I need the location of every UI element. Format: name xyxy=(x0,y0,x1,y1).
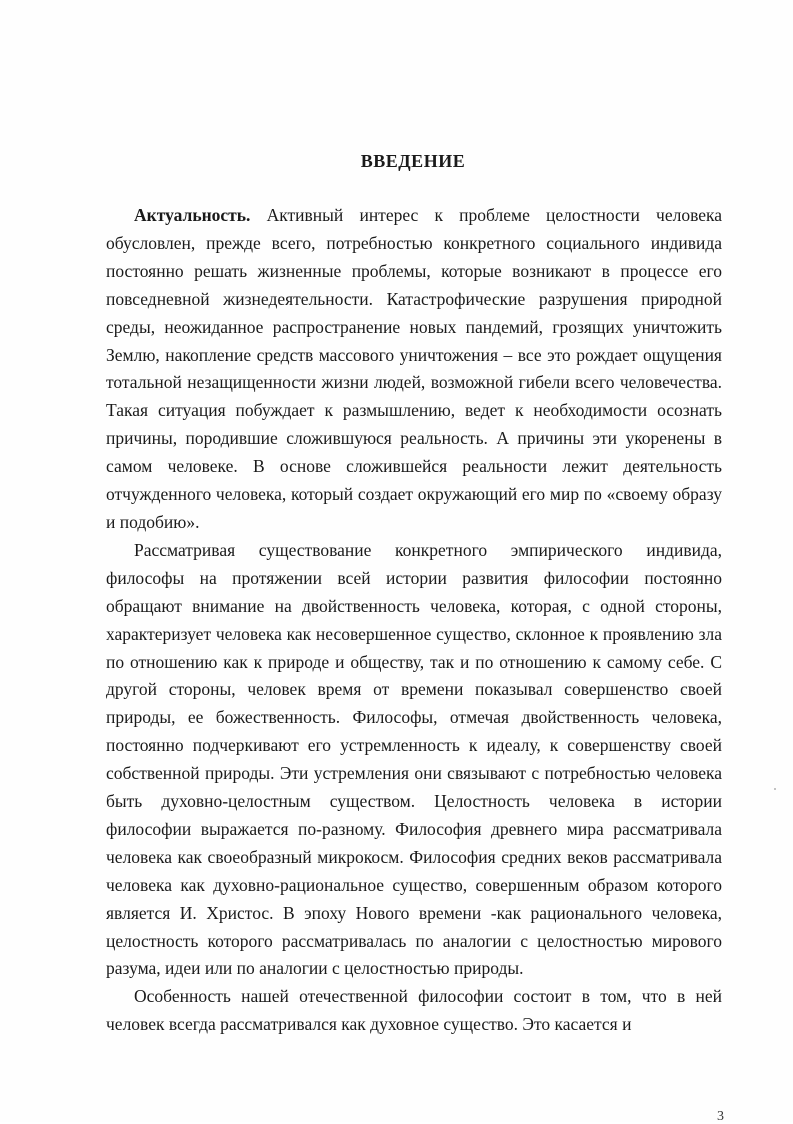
paragraph-national-philosophy xyxy=(106,983,722,1039)
paragraph-text: Активный интерес к проблеме целостности человека обусловлен, прежде всего, потребностью конкретного социального индивида постоянно решать жизненные проблемы, которые возникают в процессе его повседневной жизнедеятельности. Катастрофические разрушения природной среды, неожиданное распространение новых пандемий, грозящих уничтожить Землю, накопление средств массового уничтожения – все это рождает ощущения тотальной незащищенности жизни людей, возможной гибели всего человечества. Такая ситуация побуждает к размышлению, ведет к необходимости осознать причины, породившие сложившуюся реальность. А причины эти укоренены в самом человеке. В основе сложившейся реальности лежит деятельность отчужденного человека, который создает окружающий его мир по «своему образу и подобию». xyxy=(106,205,722,532)
document-body xyxy=(106,202,722,1039)
scan-speck xyxy=(774,788,776,790)
paragraph-lead: Актуальность. xyxy=(134,205,251,225)
paragraph-relevance xyxy=(106,202,722,537)
page-title: ВВЕДЕНИЕ xyxy=(360,151,466,171)
paragraph-text: Особенность нашей отечественной философии состоит в том, что в ней человек всегда рассматривался как духовное существо. Это касается и xyxy=(106,986,722,1035)
paragraph-text: Рассматривая существование конкретного эмпирического индивида, философы на протяжении всей истории развития философии постоянно обращают внимание на двойственность человека, которая, с одной стороны, характеризует человека как несовершенное существо, склонное к проявлению зла по отношению как к природе и обществу, так и по отношению к самому себе. С другой стороны, человек время от времени показывал совершенство своей природы, ее божественность. Философы, отмечая двойственность человека, постоянно подчеркивают его устремленность к идеалу, к совершенству своей собственной природы. Эти устремления они связывают с потребностью человека быть духовно-целостным существом. Целостность человека в истории философии выражается по-разному. Философия древнего мира рассматривала человека как своеобразный микрокосм. Философия средних веков рассматривала человека как духовно-рациональное существо, совершенным образом которого является И. Христос. В эпоху Нового времени -как рационального человека, целостность которого рассматривалась по аналогии с целостностью мирового разума, идеи или по аналогии с целостностью природы. xyxy=(106,539,722,979)
paragraph-duality xyxy=(106,537,722,984)
page-number: 3 xyxy=(717,1109,724,1124)
